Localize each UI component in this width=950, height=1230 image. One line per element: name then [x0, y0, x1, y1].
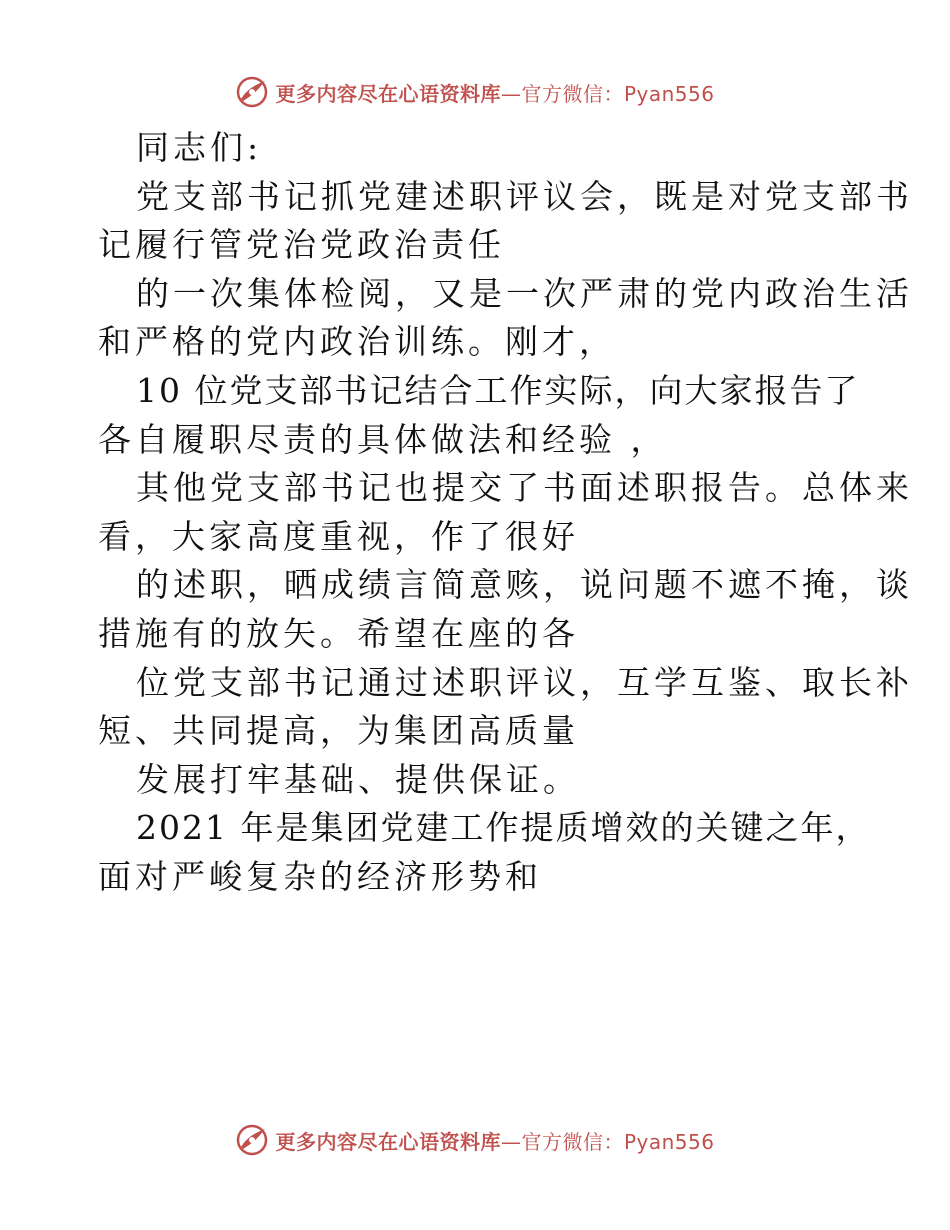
footer-banner-text	[275, 1126, 714, 1155]
document-body	[98, 124, 913, 902]
text-line: 面对严峻复杂的经济形势和	[98, 856, 542, 896]
footer-banner	[0, 1120, 950, 1160]
text-line: 措施有的放矢。希望在座的各	[98, 613, 579, 653]
footer-separator: —	[500, 1129, 522, 1154]
text-line-salutation: 同志们:	[136, 128, 263, 167]
text-line: 看，大家高度重视，作了很好	[98, 516, 579, 556]
text-line: 发展打牢基础、提供保证。	[136, 759, 580, 799]
footer-brand: 更多内容尽在心语资料库	[275, 1129, 501, 1154]
text-line: 10 位党支部书记结合工作实际，向大家报告了	[136, 370, 860, 410]
header-separator: —	[500, 81, 522, 106]
header-banner	[0, 72, 950, 112]
footer-contact: 官方微信：Pyan556	[521, 1129, 715, 1154]
text-line: 短、共同提高，为集团高质量	[98, 711, 579, 751]
text-line: 和严格的党内政治训练。刚才，	[98, 322, 616, 362]
header-brand: 更多内容尽在心语资料库	[275, 81, 501, 106]
text-line: 位党支部书记通过述职评议，互学互鉴、取长补	[136, 662, 913, 702]
text-line: 2021 年是集团党建工作提质增效的关键之年，	[136, 808, 871, 848]
text-line: 各自履职尽责的具体做法和经验 ，	[98, 419, 668, 459]
pen-nib-logo-icon	[235, 75, 269, 109]
header-banner-text	[275, 78, 714, 107]
text-line: 党支部书记抓党建述职评议会，既是对党支部书	[136, 176, 913, 216]
text-line: 的一次集体检阅，又是一次严肃的党内政治生活	[136, 273, 913, 313]
pen-nib-logo-icon	[235, 1123, 269, 1157]
header-contact: 官方微信：Pyan556	[521, 81, 715, 106]
text-line: 的述职，晒成绩言简意赅，说问题不遮不掩，谈	[136, 565, 913, 605]
text-line: 其他党支部书记也提交了书面述职报告。总体来	[136, 468, 913, 508]
text-line: 记履行管党治党政治责任	[98, 225, 505, 265]
